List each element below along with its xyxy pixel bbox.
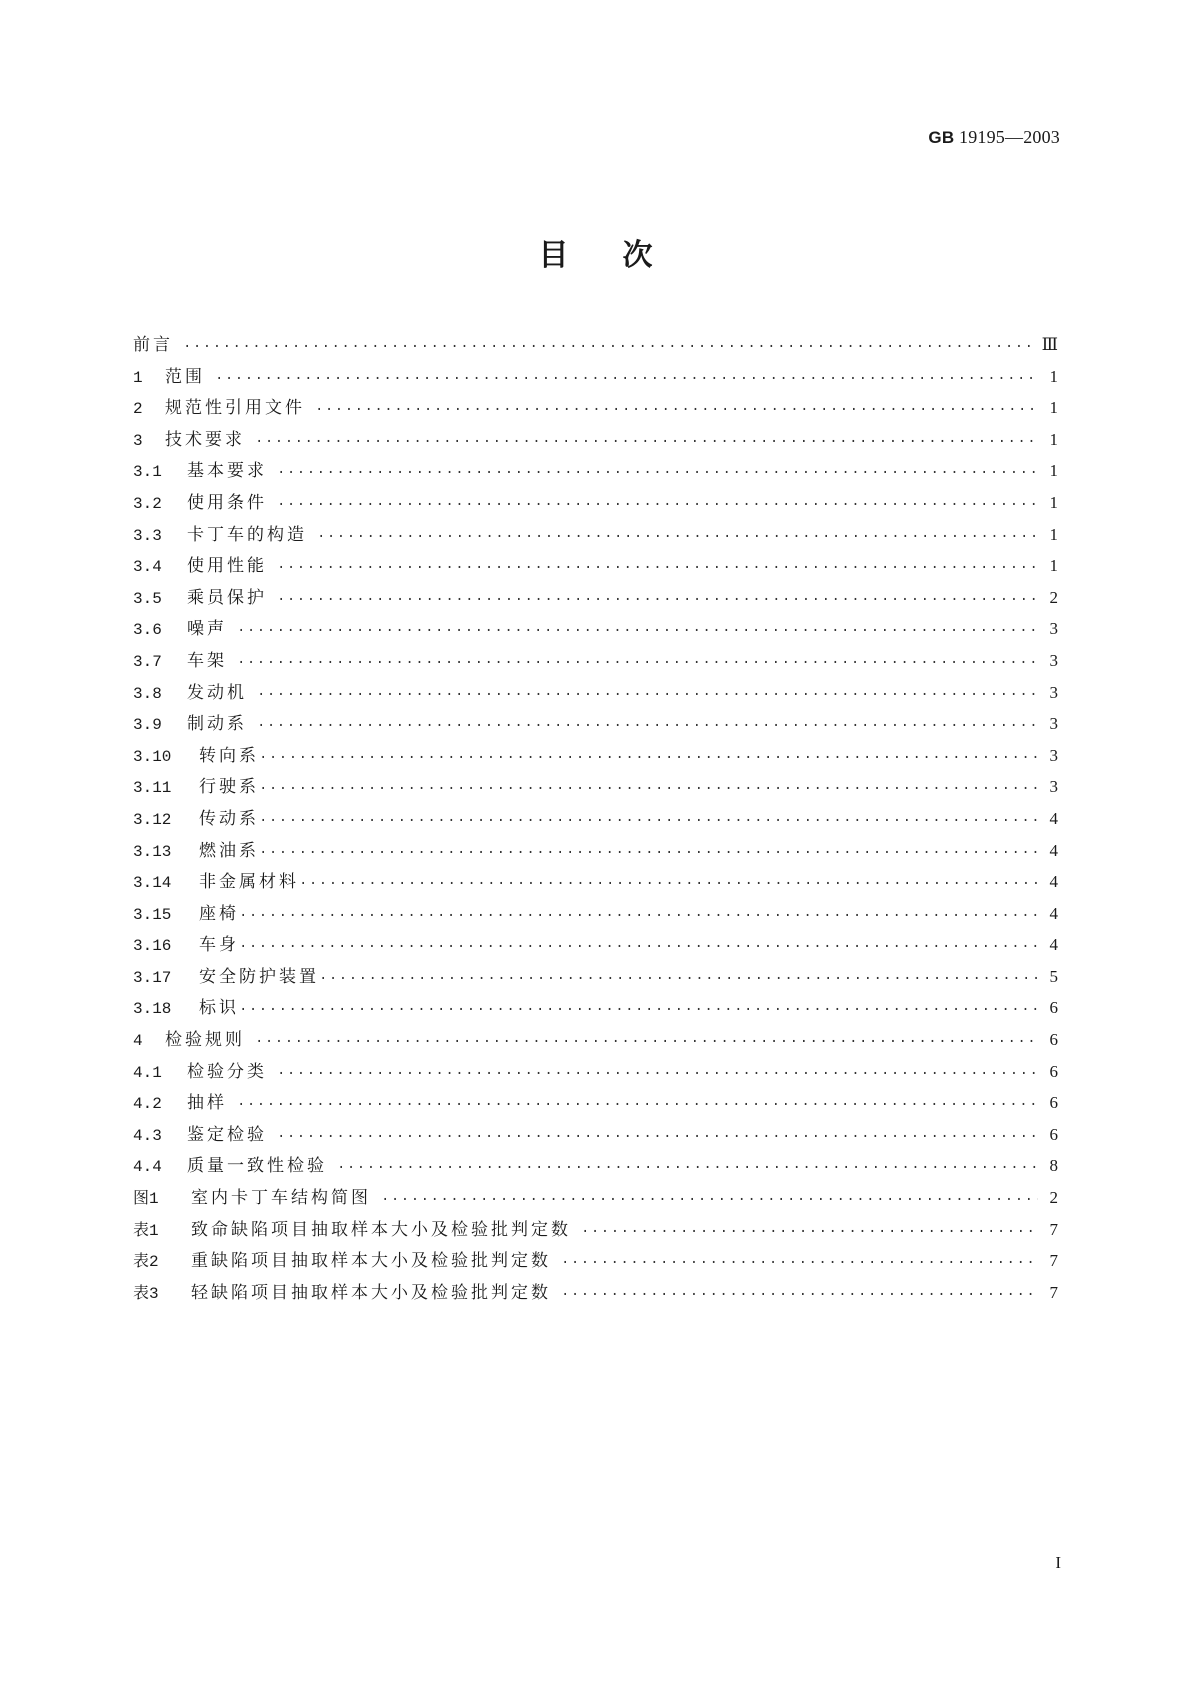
toc-entry[interactable] [133, 550, 1058, 582]
toc-page-number: 3 [1049, 714, 1058, 734]
toc-number: 1 [133, 368, 143, 387]
toc-page-number: 1 [1049, 556, 1058, 576]
toc-entry[interactable] [133, 771, 1058, 803]
toc-label: 车身 [199, 935, 239, 956]
toc-entry[interactable] [133, 677, 1058, 709]
toc-label: 车架 [187, 650, 227, 671]
toc-page-number: 7 [1049, 1219, 1058, 1239]
toc-entry[interactable] [133, 1056, 1058, 1088]
dot-leader [561, 1280, 1038, 1312]
toc-page-number: 3 [1049, 777, 1058, 797]
dot-leader [277, 553, 1038, 585]
toc-number: 3.6 [133, 621, 162, 640]
toc-entry[interactable] [133, 455, 1058, 487]
dot-leader [237, 616, 1038, 648]
toc-page-number: 1 [1049, 461, 1058, 481]
toc-page-number: 7 [1049, 1251, 1058, 1271]
toc-label: 发动机 [187, 682, 247, 703]
toc-page-number: 2 [1049, 1188, 1058, 1208]
dot-leader [337, 1153, 1038, 1185]
toc-label: 转向系 [199, 745, 259, 766]
toc-label: 检验分类 [187, 1061, 267, 1082]
toc-page-number: 6 [1049, 1093, 1058, 1113]
toc-entry[interactable] [133, 1119, 1058, 1151]
toc-number: 4 [133, 1032, 143, 1051]
toc-number: 3.15 [133, 905, 172, 924]
toc-page-number: 6 [1049, 1061, 1058, 1081]
standard-code [928, 127, 1060, 148]
dot-leader [257, 680, 1038, 712]
toc-entry[interactable] [133, 645, 1058, 677]
toc-entry[interactable] [133, 708, 1058, 740]
toc-entry[interactable] [133, 961, 1058, 993]
toc-number: 表3 [133, 1284, 159, 1303]
toc-label: 使用条件 [187, 492, 267, 513]
toc-page-number: 5 [1049, 966, 1058, 986]
toc-entry[interactable] [133, 424, 1058, 456]
toc-page-number: 1 [1049, 366, 1058, 386]
toc-page-number: 8 [1049, 1156, 1058, 1176]
toc-entry[interactable] [133, 929, 1058, 961]
toc-label: 鉴定检验 [187, 1124, 267, 1145]
toc-label: 规范性引用文件 [165, 398, 305, 419]
dot-leader [277, 1122, 1038, 1154]
toc-entry-table[interactable] [133, 1277, 1058, 1309]
toc-entry[interactable] [133, 361, 1058, 393]
toc-page-number: 3 [1049, 682, 1058, 702]
toc-page-number: 2 [1049, 587, 1058, 607]
dot-leader [259, 774, 1038, 806]
dot-leader [581, 1217, 1038, 1249]
dot-leader [239, 995, 1038, 1027]
toc-label: 标识 [199, 998, 239, 1019]
toc-label: 范围 [165, 366, 205, 387]
toc-page-number: 3 [1049, 745, 1058, 765]
toc-number: 2 [133, 400, 143, 419]
toc-label: 技术要求 [165, 429, 245, 450]
toc-number: 图1 [133, 1190, 159, 1209]
dot-leader [319, 964, 1038, 996]
dot-leader [277, 458, 1038, 490]
toc-number: 表1 [133, 1221, 159, 1240]
toc-number: 4.3 [133, 1126, 162, 1145]
standard-prefix: GB [928, 128, 955, 147]
toc-number: 3 [133, 431, 143, 450]
toc-label: 制动系 [187, 714, 247, 735]
toc-number: 3.12 [133, 810, 172, 829]
toc-page-number: 1 [1049, 398, 1058, 418]
toc-label: 安全防护装置 [199, 966, 319, 987]
toc-page-number: 1 [1049, 492, 1058, 512]
toc-label: 基本要求 [187, 461, 267, 482]
toc-number: 3.1 [133, 463, 162, 482]
dot-leader [259, 743, 1038, 775]
toc-label: 传动系 [199, 808, 259, 829]
dot-leader [259, 838, 1038, 870]
dot-leader [239, 901, 1038, 933]
dot-leader [215, 364, 1038, 396]
toc-label: 前言 [133, 335, 173, 355]
toc-entry-foreword[interactable] [133, 329, 1058, 361]
dot-leader [317, 522, 1038, 554]
toc-label: 致命缺陷项目抽取样本大小及检验批判定数 [191, 1219, 571, 1240]
dot-leader [299, 869, 1038, 901]
toc-page-number: 4 [1049, 935, 1058, 955]
toc-entry[interactable] [133, 803, 1058, 835]
toc-entry[interactable] [133, 519, 1058, 551]
toc-entry[interactable] [133, 992, 1058, 1024]
dot-leader [259, 806, 1038, 838]
toc-number: 3.8 [133, 684, 162, 703]
toc-entry-table[interactable] [133, 1214, 1058, 1246]
dot-leader [277, 585, 1038, 617]
toc-label: 行驶系 [199, 777, 259, 798]
toc-label: 检验规则 [165, 1030, 245, 1051]
toc-number: 3.11 [133, 779, 172, 798]
toc-number: 表2 [133, 1253, 159, 1272]
dot-leader [381, 1185, 1038, 1217]
toc-number: 3.5 [133, 589, 162, 608]
toc-entry-figure[interactable] [133, 1182, 1058, 1214]
toc-label: 室内卡丁车结构简图 [191, 1188, 371, 1209]
toc-page-number: 6 [1049, 1030, 1058, 1050]
toc-entry[interactable] [133, 1150, 1058, 1182]
dot-leader [255, 1027, 1038, 1059]
dot-leader [277, 1059, 1038, 1091]
toc-label: 卡丁车的构造 [187, 524, 307, 545]
dot-leader [255, 427, 1038, 459]
toc-page-number: 3 [1049, 619, 1058, 639]
toc-page-number: 6 [1049, 1124, 1058, 1144]
toc-page-number: 4 [1049, 808, 1058, 828]
toc-number: 3.17 [133, 968, 172, 987]
toc-number: 3.18 [133, 1000, 172, 1019]
toc-number: 4.1 [133, 1063, 162, 1082]
dot-leader [315, 395, 1038, 427]
toc-entry[interactable] [133, 866, 1058, 898]
toc-number: 3.16 [133, 937, 172, 956]
standard-number: 19195—2003 [959, 127, 1060, 147]
dot-leader [237, 648, 1038, 680]
toc-label: 重缺陷项目抽取样本大小及检验批判定数 [191, 1251, 551, 1272]
toc-entry[interactable] [133, 582, 1058, 614]
page-title: 目次 [538, 238, 707, 273]
toc-number: 3.4 [133, 558, 162, 577]
toc-number: 3.10 [133, 747, 172, 766]
toc-label: 燃油系 [199, 840, 259, 861]
dot-leader [183, 332, 1034, 364]
toc-entry[interactable] [133, 898, 1058, 930]
toc-number: 3.7 [133, 652, 162, 671]
dot-leader [257, 711, 1038, 743]
toc-page-number: 1 [1049, 524, 1058, 544]
toc-entry[interactable] [133, 1024, 1058, 1056]
dot-leader [239, 932, 1038, 964]
toc-entry[interactable] [133, 1087, 1058, 1119]
toc-number: 3.3 [133, 526, 162, 545]
toc-number: 4.4 [133, 1158, 162, 1177]
toc-page-number: 4 [1049, 872, 1058, 892]
toc-entry[interactable] [133, 613, 1058, 645]
toc-entry[interactable] [133, 487, 1058, 519]
toc-entry[interactable] [133, 740, 1058, 772]
page-number: I [1055, 1553, 1061, 1572]
toc-page-number: 6 [1049, 998, 1058, 1018]
toc-label: 轻缺陷项目抽取样本大小及检验批判定数 [191, 1282, 551, 1303]
toc-entry-table[interactable] [133, 1245, 1058, 1277]
dot-leader [277, 490, 1038, 522]
toc-entry[interactable] [133, 392, 1058, 424]
toc-label: 乘员保护 [187, 587, 267, 608]
toc-label: 非金属材料 [199, 872, 299, 893]
toc-number: 3.9 [133, 716, 162, 735]
toc-entry[interactable] [133, 835, 1058, 867]
toc-label: 噪声 [187, 619, 227, 640]
toc-number: 3.14 [133, 874, 172, 893]
toc-page-number: Ⅲ [1041, 335, 1058, 354]
toc-page-number: 4 [1049, 840, 1058, 860]
table-of-contents [133, 329, 1058, 1308]
dot-leader [561, 1248, 1038, 1280]
toc-label: 座椅 [199, 903, 239, 924]
toc-page-number: 4 [1049, 903, 1058, 923]
toc-page-number: 7 [1049, 1282, 1058, 1302]
toc-page-number: 3 [1049, 650, 1058, 670]
toc-label: 质量一致性检验 [187, 1156, 327, 1177]
toc-label: 抽样 [187, 1093, 227, 1114]
toc-page-number: 1 [1049, 429, 1058, 449]
toc-number: 3.2 [133, 494, 162, 513]
dot-leader [237, 1090, 1038, 1122]
toc-number: 4.2 [133, 1095, 162, 1114]
toc-label: 使用性能 [187, 556, 267, 577]
toc-number: 3.13 [133, 842, 172, 861]
